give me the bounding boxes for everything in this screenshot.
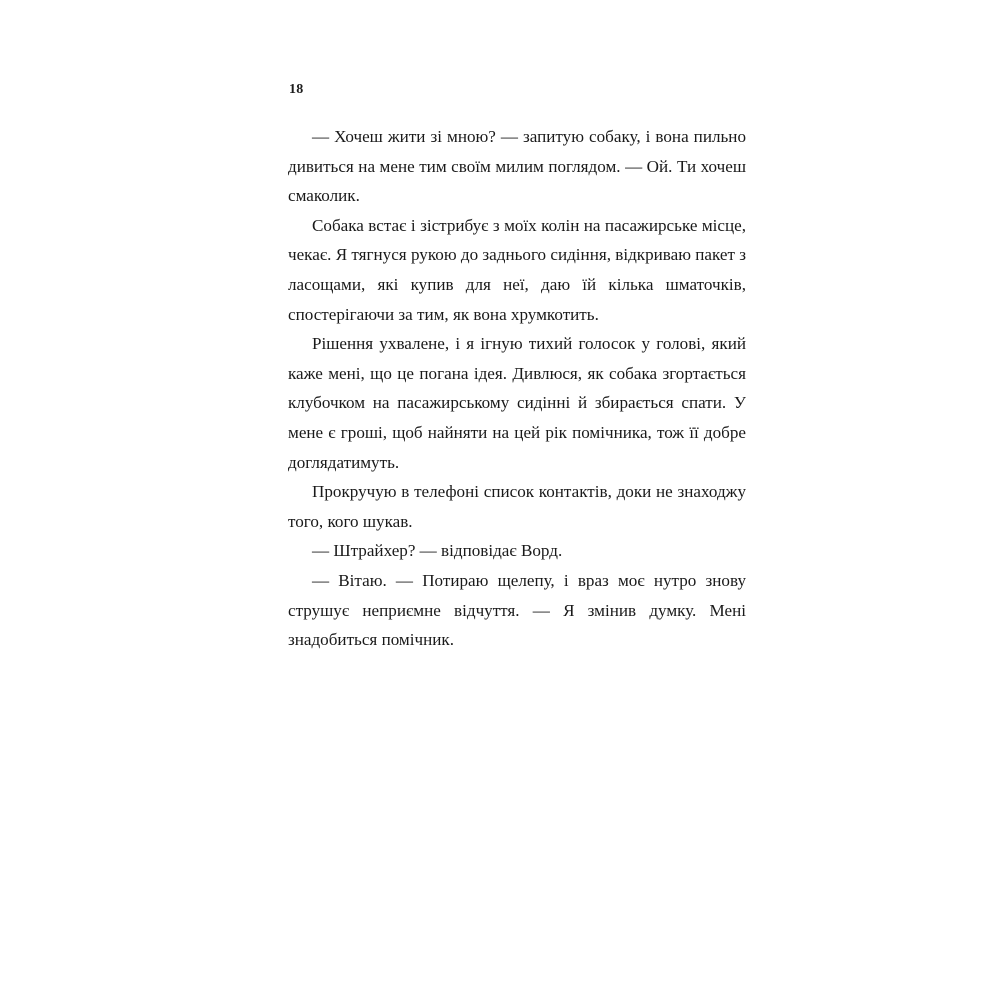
paragraph: — Вітаю. — Потираю щелепу, і враз моє нутро знову струшує неприємне відчуття. — Я змінив думку. Мені знадобиться помічник. xyxy=(288,570,746,650)
page-number: 18 xyxy=(289,82,304,97)
paragraph: — Хочеш жити зі мною? — запитую собаку, і вона пильно дивиться на мене тим своїм милим поглядом. — Ой. Ти хочеш смаколик. xyxy=(288,127,746,206)
paragraph: Собака встає і зістрибує з моїх колін на пасажирське місце, чекає. Я тягнуся рукою до заднього сидіння, відкриваю пакет з ласощами, які купив для неї, даю їй кілька шматочків, спостерігаючи за тим, як вона хрумкотить. xyxy=(288,215,746,324)
paragraph: Рішення ухвалене, і я ігную тихий голосок у голові, який каже мені, що це погана ідея. Дивлюся, як собака згортається клубочком на пасажирському сидінні й збирається спати. У мене є гроші, щоб найняти на цей рік помічника, тож її добре доглядатимуть. xyxy=(288,334,746,472)
body-text xyxy=(288,122,746,655)
paragraph: Прокручую в телефоні список контактів, доки не знаходжу того, кого шукав. xyxy=(288,482,746,531)
paragraph: — Штрайхер? — відповідає Ворд. xyxy=(312,541,563,561)
